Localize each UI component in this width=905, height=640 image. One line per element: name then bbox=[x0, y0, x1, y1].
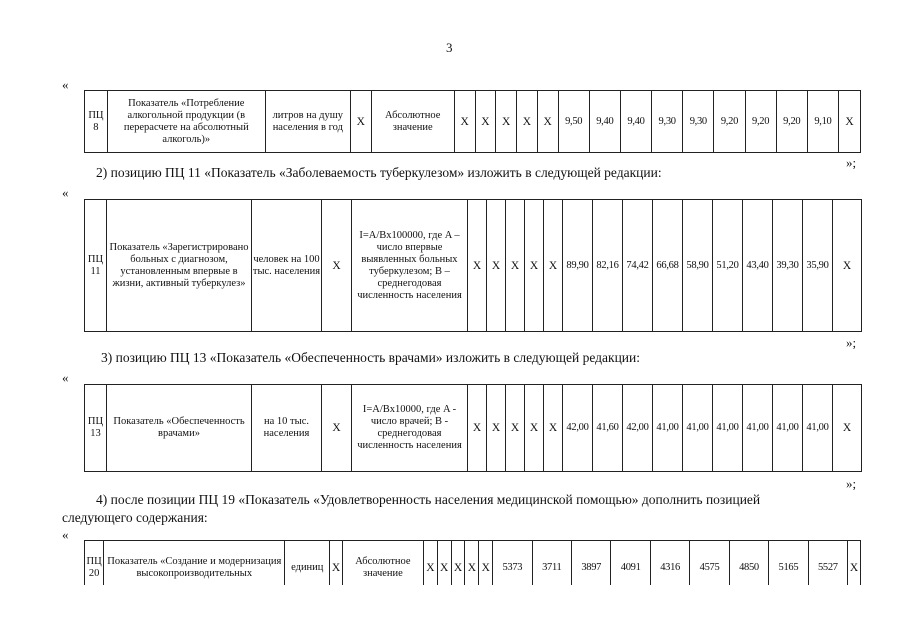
value-cell: Х bbox=[475, 91, 496, 153]
indicator-code: ПЦ 8 bbox=[85, 91, 108, 153]
value-cell: 43,40 bbox=[743, 200, 773, 332]
value-cell: Х bbox=[525, 200, 544, 332]
value-cell: Х bbox=[451, 541, 465, 586]
value-cell: 89,90 bbox=[563, 200, 593, 332]
page-number: 3 bbox=[446, 40, 453, 55]
value-cell: 51,20 bbox=[713, 200, 743, 332]
value-cell: Х bbox=[423, 541, 437, 586]
value-cell: 41,00 bbox=[743, 385, 773, 472]
unit-cell: литров на душу населения в год bbox=[265, 91, 350, 153]
value-cell: 4091 bbox=[611, 541, 650, 586]
value-cell: 41,60 bbox=[593, 385, 623, 472]
value-cell: Х bbox=[517, 91, 538, 153]
value-cell: 9,20 bbox=[714, 91, 745, 153]
unit-cell: единиц bbox=[285, 541, 330, 586]
close-quote: »; bbox=[846, 335, 857, 350]
value-cell: Х bbox=[544, 200, 563, 332]
value-cell: Х bbox=[437, 541, 451, 586]
value-cell: 66,68 bbox=[653, 200, 683, 332]
open-quote: « bbox=[62, 527, 69, 542]
indicator-name: Показатель «Создание и модернизация высокопроизводительных bbox=[104, 541, 285, 586]
value-cell: 39,30 bbox=[773, 200, 803, 332]
value-cell: 9,50 bbox=[558, 91, 589, 153]
value-cell: Х bbox=[506, 385, 525, 472]
indicator-table-pc8 bbox=[84, 90, 861, 153]
unit-cell: человек на 100 тыс. населения bbox=[252, 200, 322, 332]
method-cell: Абсолютное значение bbox=[371, 91, 454, 153]
value-cell: 42,00 bbox=[623, 385, 653, 472]
method-cell: I=A/Bx100000, где A – число впервые выявленных больных туберкулезом; B – среднегодовая численность населения bbox=[352, 200, 468, 332]
method-cell: Абсолютное значение bbox=[342, 541, 423, 586]
paragraph-3: 3) позицию ПЦ 13 «Показатель «Обеспеченность врачами» изложить в следующей редакции: bbox=[101, 350, 641, 365]
value-cell: 5527 bbox=[808, 541, 847, 586]
value-cell: Х bbox=[506, 200, 525, 332]
indicator-code: ПЦ 11 bbox=[85, 200, 107, 332]
value-cell: Х bbox=[848, 541, 861, 586]
value-cell: Х bbox=[465, 541, 479, 586]
close-quote: »; bbox=[846, 155, 857, 170]
table-row bbox=[85, 91, 861, 153]
value-cell: Х bbox=[454, 91, 475, 153]
value-cell: 9,20 bbox=[745, 91, 776, 153]
close-quote: »; bbox=[846, 476, 857, 491]
value-cell: 58,90 bbox=[683, 200, 713, 332]
value-cell: 4316 bbox=[650, 541, 689, 586]
value-cell: 5373 bbox=[493, 541, 532, 586]
value-cell: Х bbox=[496, 91, 517, 153]
table-row bbox=[85, 385, 862, 472]
table-pc20-viewport bbox=[84, 540, 864, 585]
value-cell: 9,30 bbox=[683, 91, 714, 153]
indicator-name: Показатель «Потребление алкогольной продукции (в перерасчете на абсолютный алкоголь)» bbox=[107, 91, 265, 153]
indicator-code: ПЦ 13 bbox=[85, 385, 107, 472]
value-cell: 5165 bbox=[769, 541, 808, 586]
table-row bbox=[85, 541, 861, 586]
indicator-name: Показатель «Зарегистрировано больных с диагнозом, установленным впервые в жизни, активный туберкулез» bbox=[107, 200, 252, 332]
mark-cell: Х bbox=[322, 385, 352, 472]
paragraph-4-line-1: 4) после позиции ПЦ 19 «Показатель «Удовлетворенность населения медицинской помощью» дополнить позицией bbox=[96, 492, 761, 507]
value-cell: Х bbox=[833, 385, 862, 472]
value-cell: 9,40 bbox=[589, 91, 620, 153]
value-cell: 9,10 bbox=[807, 91, 838, 153]
value-cell: 42,00 bbox=[563, 385, 593, 472]
value-cell: Х bbox=[487, 385, 506, 472]
value-cell: Х bbox=[839, 91, 861, 153]
value-cell: Х bbox=[487, 200, 506, 332]
value-cell: 4850 bbox=[729, 541, 768, 586]
value-cell: Х bbox=[479, 541, 493, 586]
mark-cell: Х bbox=[330, 541, 343, 586]
value-cell: Х bbox=[525, 385, 544, 472]
indicator-code: ПЦ 20 bbox=[85, 541, 104, 586]
value-cell: Х bbox=[468, 200, 487, 332]
value-cell: 41,00 bbox=[713, 385, 743, 472]
value-cell: 41,00 bbox=[773, 385, 803, 472]
value-cell: Х bbox=[537, 91, 558, 153]
value-cell: 9,30 bbox=[652, 91, 683, 153]
indicator-table-pc20 bbox=[84, 540, 861, 585]
value-cell: Х bbox=[833, 200, 862, 332]
value-cell: 9,20 bbox=[776, 91, 807, 153]
open-quote: « bbox=[62, 77, 69, 92]
indicator-table-pc11 bbox=[84, 199, 862, 332]
value-cell: 41,00 bbox=[683, 385, 713, 472]
table-row bbox=[85, 200, 862, 332]
value-cell: 41,00 bbox=[803, 385, 833, 472]
value-cell: Х bbox=[544, 385, 563, 472]
indicator-name: Показатель «Обеспеченность врачами» bbox=[107, 385, 252, 472]
unit-cell: на 10 тыс. населения bbox=[252, 385, 322, 472]
mark-cell: Х bbox=[322, 200, 352, 332]
value-cell: Х bbox=[468, 385, 487, 472]
value-cell: 4575 bbox=[690, 541, 729, 586]
value-cell: 35,90 bbox=[803, 200, 833, 332]
open-quote: « bbox=[62, 185, 69, 200]
value-cell: 41,00 bbox=[653, 385, 683, 472]
paragraph-2: 2) позицию ПЦ 11 «Показатель «Заболеваемость туберкулезом» изложить в следующей редакции: bbox=[96, 165, 662, 180]
value-cell: 82,16 bbox=[593, 200, 623, 332]
method-cell: I=A/Bx10000, где A - число врачей; B - среднегодовая численность населения bbox=[352, 385, 468, 472]
value-cell: 3897 bbox=[572, 541, 611, 586]
open-quote: « bbox=[62, 370, 69, 385]
value-cell: 9,40 bbox=[620, 91, 651, 153]
mark-cell: Х bbox=[350, 91, 371, 153]
indicator-table-pc13 bbox=[84, 384, 862, 472]
value-cell: 3711 bbox=[532, 541, 571, 586]
paragraph-4-line-2: следующего содержания: bbox=[62, 510, 208, 525]
value-cell: 74,42 bbox=[623, 200, 653, 332]
